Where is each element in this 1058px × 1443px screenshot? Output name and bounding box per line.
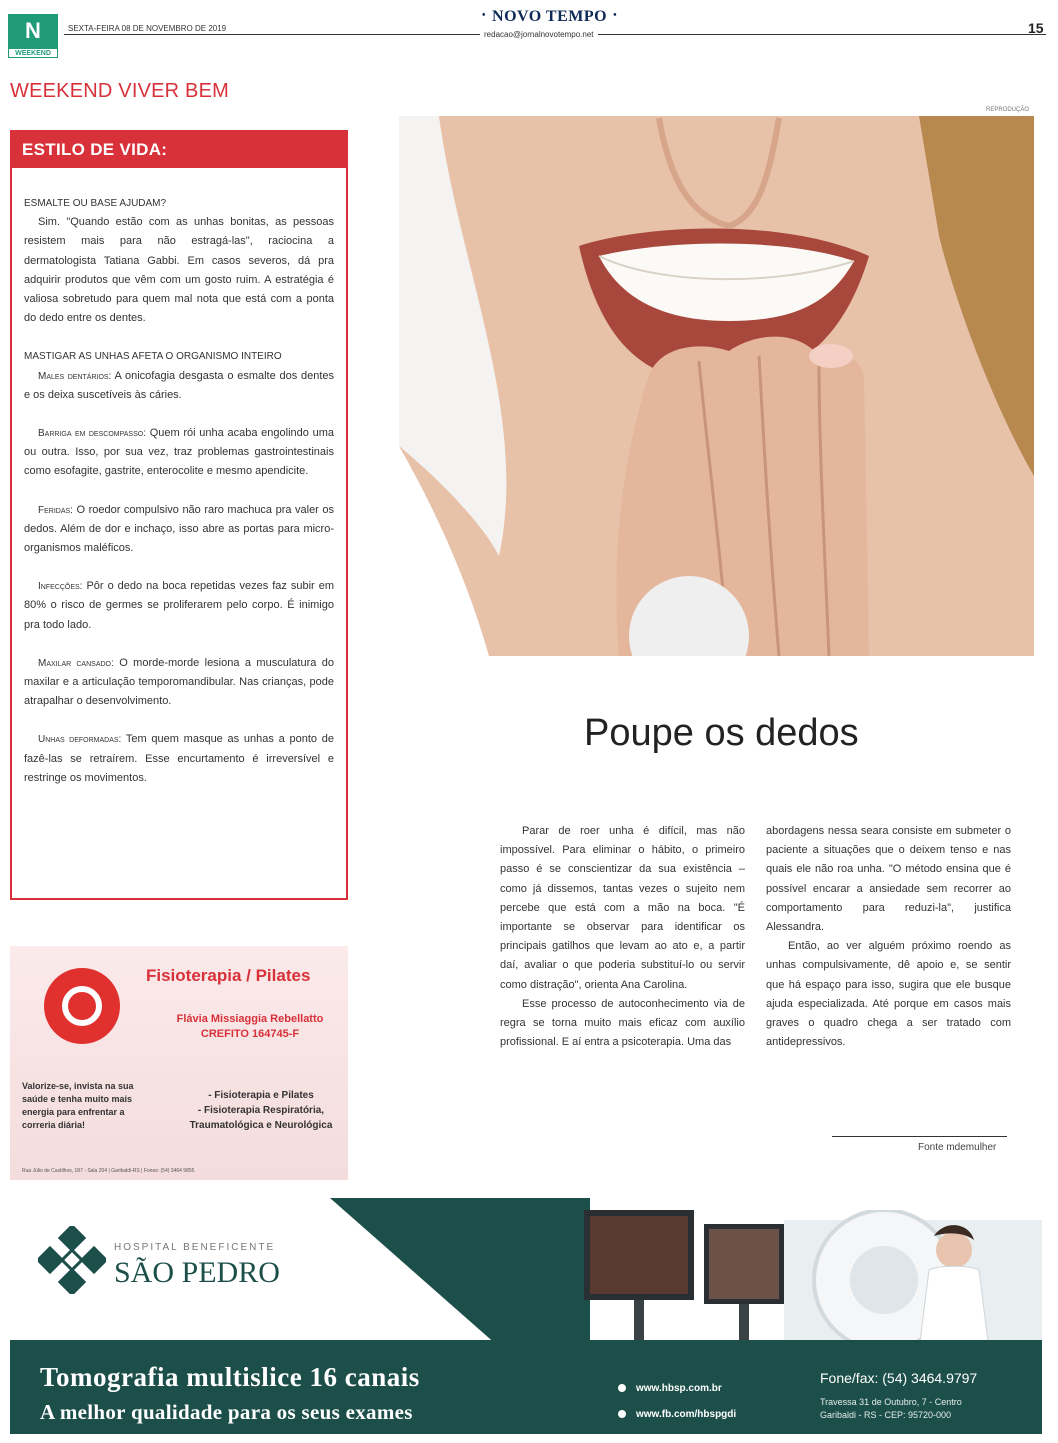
list-item: Infecções: Pôr o dedo na boca repetidas vezes faz subir em 80% o risco de germes se proliferarem pelo corpo. É inimigo pra todo lado. xyxy=(24,580,334,631)
section-title: WEEKEND VIVER BEM xyxy=(10,80,229,102)
facebook-link[interactable]: www.fb.com/hbspgdi xyxy=(618,1402,736,1428)
service-item: - Fisioterapia Respiratória, Traumatológica e Neurológica xyxy=(189,1105,333,1131)
hospital-cross-icon xyxy=(38,1226,106,1294)
facebook-icon xyxy=(618,1410,626,1418)
logo-sub: WEEKEND xyxy=(8,48,58,58)
lifestyle-box-title: ESTILO DE VIDA: xyxy=(12,132,346,168)
physio-ad-footer: Rua Júlio de Castilhos, 187 - Sala 204 | Garibaldi-RS | Fones: (54) 3464 9855 xyxy=(22,1168,195,1174)
article-column-2 xyxy=(766,822,1011,1052)
question-heading: MASTIGAR AS UNHAS AFETA O ORGANISMO INTEIRO xyxy=(24,351,282,363)
header-email[interactable]: redacao@jornalnovotempo.net xyxy=(480,30,598,39)
article-headline: Poupe os dedos xyxy=(584,712,859,754)
hospital-phone: Fone/fax: (54) 3464.9797 xyxy=(820,1370,978,1386)
address-line: Garibaldi - RS - CEP: 95720-000 xyxy=(820,1410,952,1420)
nail-biting-photo xyxy=(399,116,1034,656)
hospital-ad[interactable] xyxy=(10,1198,1042,1434)
hospital-address xyxy=(820,1396,962,1422)
article-column-1 xyxy=(500,822,745,1052)
lifestyle-box-body xyxy=(24,194,334,788)
web-icon xyxy=(618,1384,626,1392)
photo-credit: REPRODUÇÃO xyxy=(986,107,1030,113)
photo-illustration xyxy=(399,116,1034,656)
hospital-name: SÃO PEDRO xyxy=(114,1256,280,1289)
lifestyle-box xyxy=(10,130,348,900)
hospital-subtitle: HOSPITAL BENEFICENTE xyxy=(114,1242,276,1253)
logo-letter: N xyxy=(25,18,41,43)
physio-logo-icon xyxy=(44,968,120,1044)
physio-ad-name xyxy=(160,1012,340,1042)
list-item: Unhas deformadas: Tem quem masque as unhas a ponto de fazê-las se retraírem. Esse encurtamento é irreversível e restringe os movimentos. xyxy=(24,733,335,784)
hospital-tagline: A melhor qualidade para os seus exames xyxy=(40,1400,413,1424)
header-date: SEXTA-FEIRA 08 DE NOVEMBRO DE 2019 xyxy=(68,24,227,33)
service-item: - Fisioterapia e Pilates xyxy=(208,1090,314,1101)
website-link[interactable]: www.hbsp.com.br xyxy=(618,1376,736,1402)
ct-scanner-illustration xyxy=(584,1210,1042,1350)
address-line: Travessa 31 de Outubro, 7 - Centro xyxy=(820,1397,962,1407)
source-rule xyxy=(832,1136,1007,1137)
physio-ad[interactable] xyxy=(10,946,348,1180)
physio-ad-services xyxy=(176,1088,346,1133)
list-item: Feridas: O roedor compulsivo não raro machuca pra valer os dedos. Além de dor e inchaço, isso abre as portas para micro-organismos maléficos. xyxy=(24,503,334,555)
paragraph: Esse processo de autoconhecimento via de regra se torna muito mais eficaz com auxílio profissional. E aí entra a psicoterapia. Uma das xyxy=(500,997,745,1049)
question-heading: ESMALTE OU BASE AJUDAM? xyxy=(24,198,167,209)
newspaper-title xyxy=(476,8,623,26)
page-number: 15 xyxy=(1028,20,1044,36)
newspaper-title-text: NOVO TEMPO xyxy=(492,8,608,25)
newspaper-logo xyxy=(8,14,58,58)
physio-ad-title: Fisioterapia / Pilates xyxy=(146,966,311,985)
article-source: Fonte mdemulher xyxy=(918,1142,997,1153)
paragraph: Então, ao ver alguém próximo roendo as unhas compulsivamente, dê apoio e, se sentir que há espaço para isso, sugira que ele busque ajuda especializada. Até porque em casos mais graves o quadro chega a ser tratado com antidepressivos. xyxy=(766,940,1011,1049)
paragraph: Parar de roer unha é difícil, mas não impossível. Para eliminar o hábito, o primeiro passo é se conscientizar da sua existência – como já dissemos, tantas vezes o sujeito nem percebe que está com a mão na boca. "É importante se observar para identificar os principais gatilhos que levam ao ato e, a partir daí, avaliar o que poderia substituí-lo ou servir como distração", orienta Ana Carolina. xyxy=(500,825,745,991)
paragraph: Sim. "Quando estão com as unhas bonitas, as pessoas resistem mais para não estragá-las", raciocina a dermatologista Tatiana Gabbi. Em casos severos, dá pra adquirir produtos que vêm com um gosto ruim. A estratégia é valiosa sobretudo para quem mal nota que está com a ponta do dedo entre os dentes. xyxy=(24,216,334,325)
physio-ad-slogan: Valorize-se, invista na sua saúde e tenha muito mais energia para enfrentar a correria diária! xyxy=(22,1081,134,1130)
list-item: Males dentários: A onicofagia desgasta o esmalte dos dentes e os deixa suscetíveis às cáries. xyxy=(24,369,334,401)
paragraph: abordagens nessa seara consiste em submeter o paciente a situações que o deixem tenso e nas quais ele não roa unha. "O método ensina que é possível encarar a ansiedade sem recorrer ao comportamento para reduzi-la", justifica Alessandra. xyxy=(766,825,1011,934)
hospital-links xyxy=(618,1376,736,1428)
ad-decor-wedge xyxy=(330,1198,590,1340)
list-item: Maxilar cansado: O morde-morde lesiona a musculatura do maxilar e a articulação temporomandibular. Nas crianças, pode atrapalhar o desenvolvimento. xyxy=(24,656,335,708)
list-item: Barriga em descompasso: Quem rói unha acaba engolindo uma ou outra. Isso, por sua vez, traz problemas gastrointestinais como esofagite, gastrite, enterocolite e mesmo apendicite. xyxy=(24,427,334,478)
therapist-name: Flávia Missiaggia Rebellatto xyxy=(176,1013,324,1025)
hospital-headline: Tomografia multislice 16 canais xyxy=(40,1362,420,1392)
therapist-crefito: CREFITO 164745-F xyxy=(200,1028,300,1040)
